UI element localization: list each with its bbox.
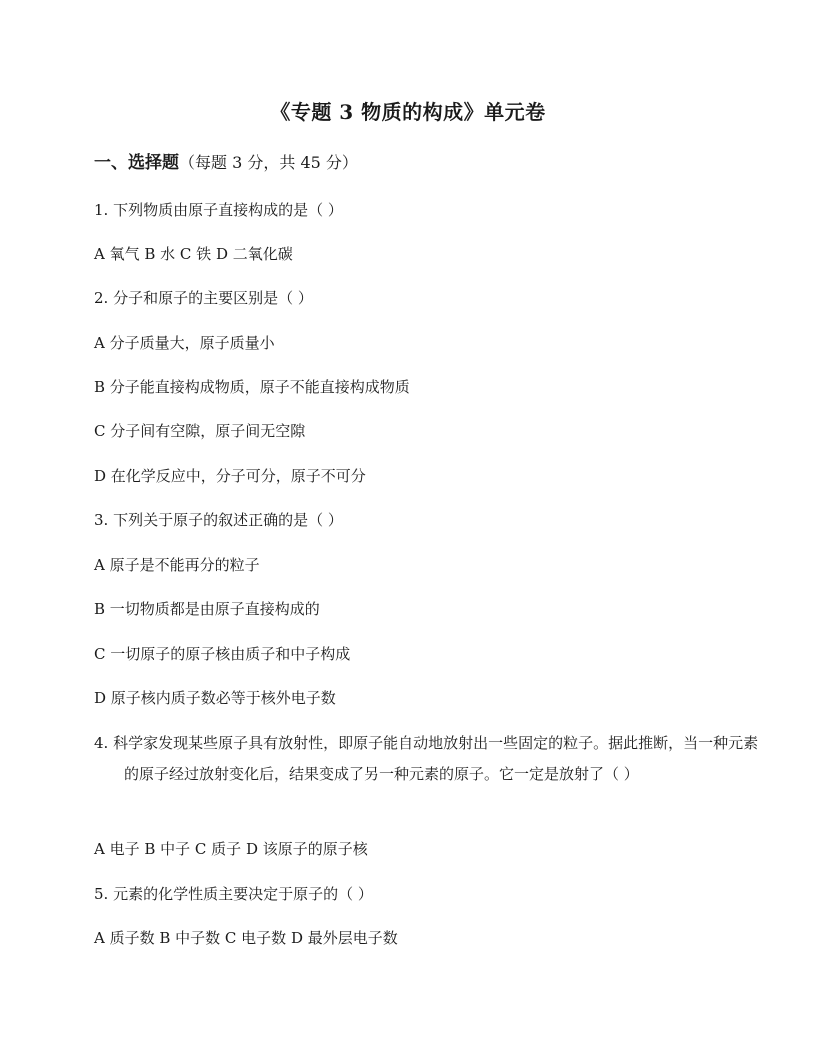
- question-3-option-c: C 一切原子的原子核由质子和中子构成: [94, 645, 351, 663]
- question-3: 3. 下列关于原子的叙述正确的是（ ）: [94, 511, 343, 529]
- section-heading-label: 一、选择题: [94, 153, 179, 173]
- question-1: 1. 下列物质由原子直接构成的是（ ）: [94, 201, 343, 219]
- question-5-options: A 质子数 B 中子数 C 电子数 D 最外层电子数: [94, 929, 398, 947]
- document-title: 《专题 3 物质的构成》单元卷: [270, 100, 546, 124]
- question-3-option-b: B 一切物质都是由原子直接构成的: [94, 600, 320, 618]
- question-5: 5. 元素的化学性质主要决定于原子的（ ）: [94, 885, 373, 903]
- question-2-option-a: A 分子质量大，原子质量小: [94, 334, 275, 352]
- section-heading-note: （每题 3 分，共 45 分）: [179, 153, 358, 172]
- section-heading: [94, 148, 358, 173]
- question-2-option-b: B 分子能直接构成物质，原子不能直接构成物质: [94, 378, 410, 396]
- question-3-option-d: D 原子核内质子数必等于核外电子数: [94, 689, 336, 707]
- question-4-options: A 电子 B 中子 C 质子 D 该原子的原子核: [94, 840, 368, 858]
- question-2-option-c: C 分子间有空隙，原子间无空隙: [94, 422, 306, 440]
- question-4: 4. 科学家发现某些原子具有放射性，即原子能自动地放射出一些固定的粒子。据此推断，当一种元素的原子经过放射变化后，结果变成了另一种元素的原子。它一定是放射了（ ）: [94, 734, 759, 783]
- question-2-option-d: D 在化学反应中，分子可分，原子不可分: [94, 467, 366, 485]
- question-2: 2. 分子和原子的主要区别是（ ）: [94, 289, 313, 307]
- question-1-options: A 氧气 B 水 C 铁 D 二氧化碳: [94, 245, 293, 263]
- question-3-option-a: A 原子是不能再分的粒子: [94, 556, 260, 574]
